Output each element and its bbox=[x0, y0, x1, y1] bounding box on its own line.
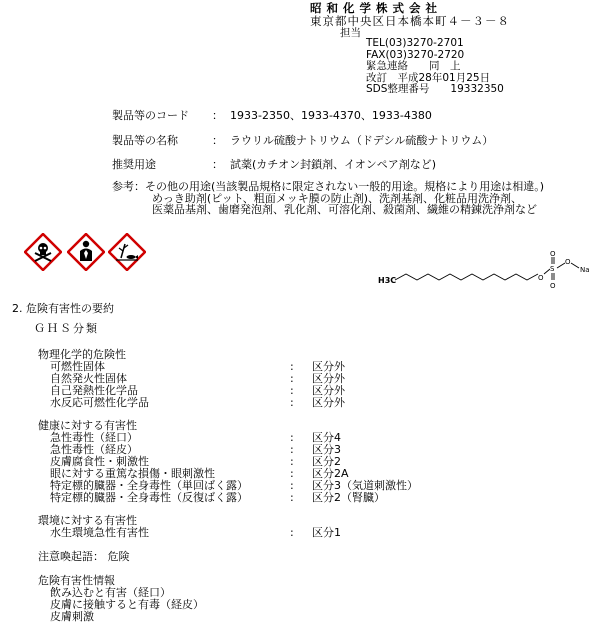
hazard-statement: 飲み込むと有害（経口） bbox=[50, 586, 171, 599]
health-hazard-icon bbox=[67, 233, 105, 271]
reference-line-1: 参考：その他の用途(当該製品規格に限定されない一般的用途。規格により用途は相違。) bbox=[112, 180, 545, 193]
health-item-label: 特定標的臓器・全身毒性（単回ばく露） bbox=[50, 479, 248, 492]
recommended-use-label: 推奨用途 bbox=[112, 158, 156, 171]
contact-dept: 担当 bbox=[340, 27, 361, 39]
skull-crossbones-icon bbox=[24, 233, 62, 271]
health-item-label: 皮膚腐食性・刺激性 bbox=[50, 455, 149, 468]
molecule-structure bbox=[378, 244, 603, 295]
physical-item-value: : 区分外 bbox=[290, 372, 345, 385]
product-name-label: 製品等の名称 bbox=[112, 134, 178, 147]
health-item-value: : 区分3（気道刺激性） bbox=[290, 479, 418, 492]
signal-word: 注意喚起語： 危険 bbox=[38, 550, 130, 563]
oxygen-label: O bbox=[550, 250, 556, 258]
emergency: 緊急連絡 同 上 bbox=[366, 60, 461, 72]
contact-info bbox=[366, 38, 504, 96]
physical-item-label: 水反応可燃性化学品 bbox=[50, 396, 149, 409]
physical-item-label: 自己発熱性化学品 bbox=[50, 384, 138, 397]
health-hazards-header: 健康に対する有害性 bbox=[38, 419, 137, 432]
tel: TEL(03)3270-2701 bbox=[366, 37, 464, 49]
company-name: 昭和化学株式会社 bbox=[310, 1, 442, 15]
environment-hazards-header: 環境に対する有害性 bbox=[38, 514, 137, 527]
health-item-value: : 区分3 bbox=[290, 443, 341, 456]
physical-item-value: : 区分外 bbox=[290, 360, 345, 373]
product-name-row bbox=[112, 135, 493, 147]
physical-item-label: 可燃性固体 bbox=[50, 360, 105, 373]
colon: ： bbox=[212, 134, 223, 147]
health-item-value: : 区分2（腎臓） bbox=[290, 491, 385, 504]
product-name-value: ラウリル硫酸ナトリウム（ドデシル硫酸ナトリウム） bbox=[230, 134, 494, 147]
oxygen-label: O bbox=[565, 258, 571, 266]
company-address: 東京都中央区日本橋本町４－３－８ bbox=[310, 14, 510, 28]
physical-item-label: 自然発火性固体 bbox=[50, 372, 127, 385]
hazard-info-header: 危険有害性情報 bbox=[38, 574, 115, 587]
colon: ： bbox=[212, 109, 223, 122]
hazard-statement: 皮膚に接触すると有毒（経皮） bbox=[50, 598, 204, 611]
environment-item-label: 水生環境急性有害性 bbox=[50, 526, 149, 539]
ghs-classification-heading: ＧＨＳ分類 bbox=[34, 322, 99, 335]
reference-line-3: 医薬品基剤、歯磨発泡剤、乳化剤、可溶化剤、殺菌剤、繊維の精錬洗浄剤など bbox=[152, 203, 537, 216]
oxygen-label: O bbox=[538, 274, 544, 282]
health-item-value: : 区分4 bbox=[290, 431, 341, 444]
revised-date: 改訂 平成28年01月25日 bbox=[366, 71, 491, 84]
oxygen-label: O bbox=[550, 282, 556, 290]
hazard-statement: 皮膚刺激 bbox=[50, 610, 94, 623]
health-item-label: 急性毒性（経皮） bbox=[50, 443, 138, 456]
health-item-value: : 区分2 bbox=[290, 455, 341, 468]
health-item-label: 急性毒性（経口） bbox=[50, 431, 138, 444]
product-code-row bbox=[112, 110, 432, 122]
reference-block bbox=[112, 181, 544, 216]
environment-icon bbox=[108, 233, 146, 271]
physical-item-value: : 区分外 bbox=[290, 384, 345, 397]
health-item-label: 特定標的臓器・全身毒性（反復ばく露） bbox=[50, 491, 248, 504]
health-item-value: : 区分2A bbox=[290, 467, 349, 480]
company-block bbox=[310, 2, 510, 28]
recommended-use-row bbox=[112, 159, 436, 171]
recommended-use-value: 試薬(カチオン封鎖剤、イオンペア剤など) bbox=[230, 158, 437, 171]
section-2-title: 2. 危険有害性の要約 bbox=[12, 302, 114, 315]
health-item-label: 眼に対する重篤な損傷・眼刺激性 bbox=[50, 467, 215, 480]
product-code-value: 1933-2350、1933-4370、1933-4380 bbox=[230, 109, 432, 122]
physical-item-value: : 区分外 bbox=[290, 396, 345, 409]
sds-number: SDS整理番号 19332350 bbox=[366, 83, 504, 95]
colon: ： bbox=[212, 158, 223, 171]
reference-line-2: めっき助剤(ピット、粗面メッキ膜の防止剤)、洗剤基剤、化粧品用洗浄剤、 bbox=[152, 191, 523, 205]
fax: FAX(03)3270-2720 bbox=[366, 48, 465, 61]
product-code-label: 製品等のコード bbox=[112, 109, 189, 122]
sodium-label: Na bbox=[580, 266, 590, 274]
physical-hazards-header: 物理化学的危険性 bbox=[38, 348, 126, 361]
sulfur-label: S bbox=[550, 265, 555, 273]
ch3-label: H3C bbox=[378, 276, 397, 285]
environment-item-value: : 区分1 bbox=[290, 526, 341, 539]
